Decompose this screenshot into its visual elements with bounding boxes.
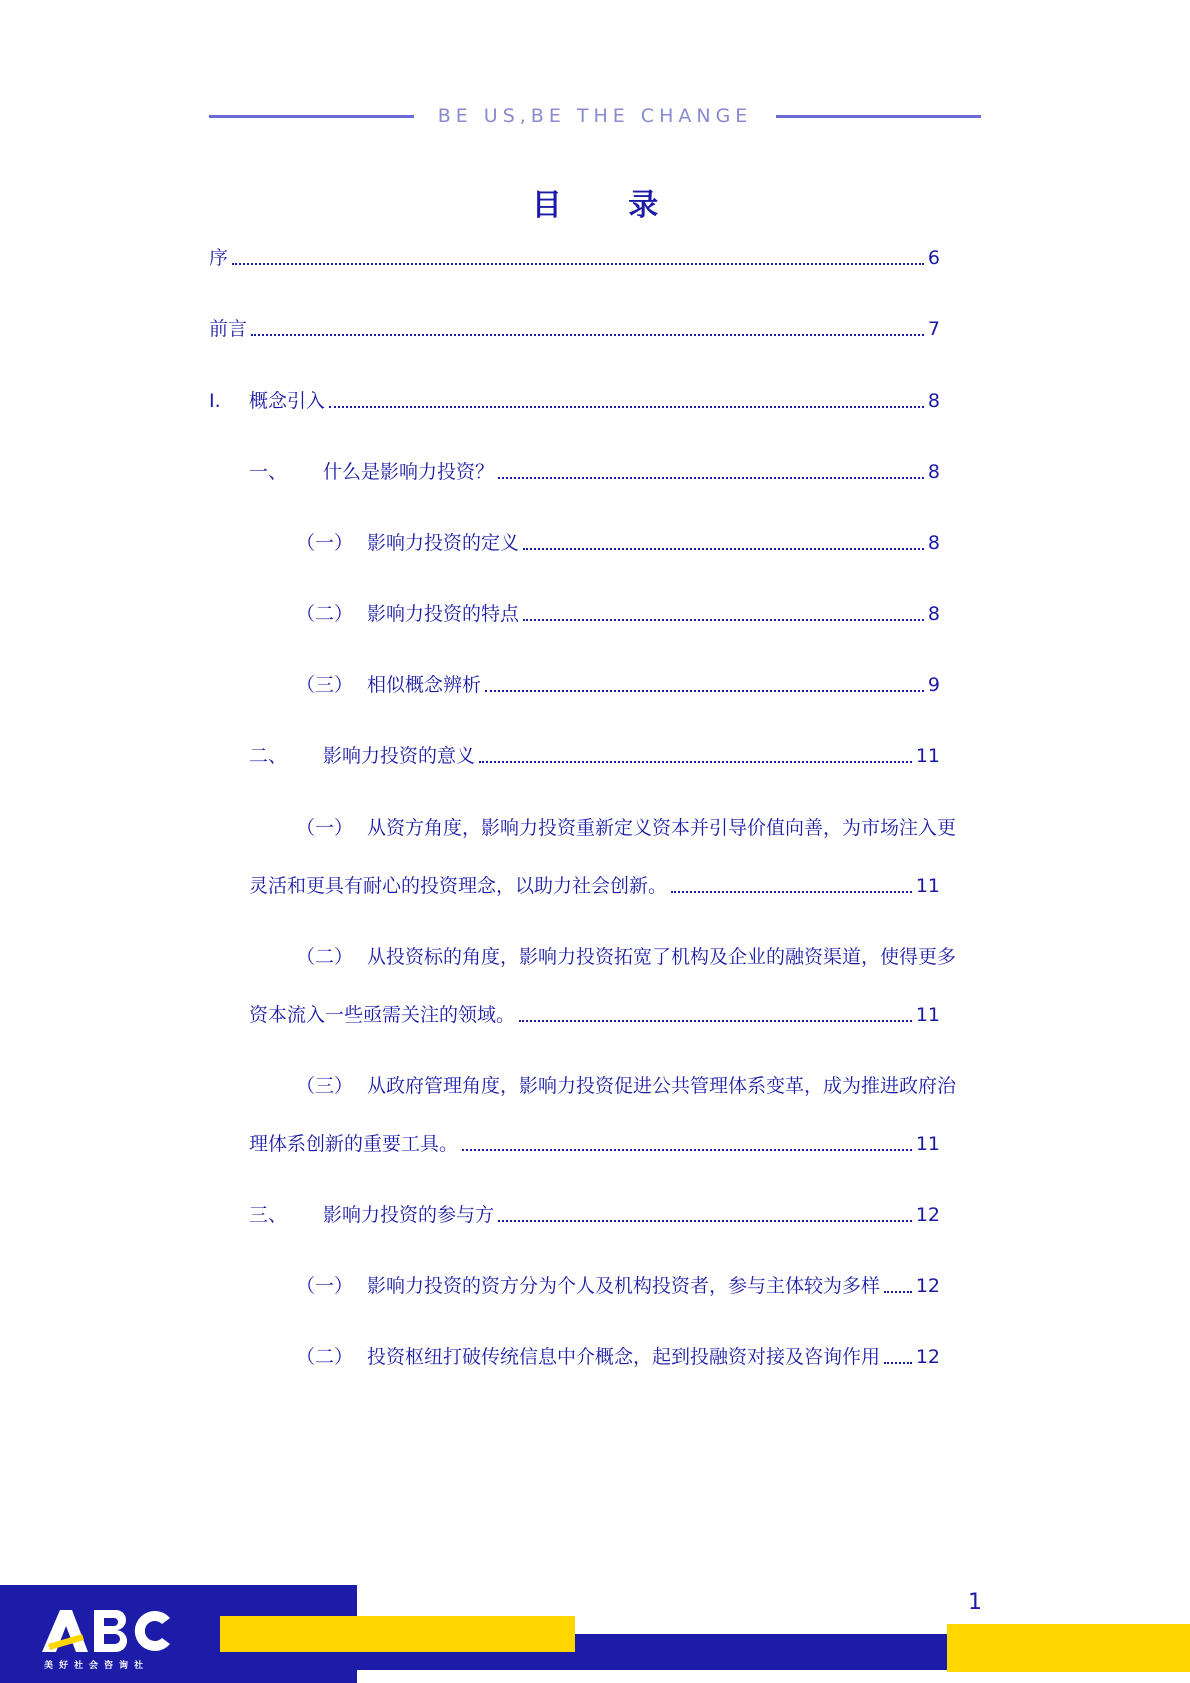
toc-entry[interactable] — [209, 389, 940, 413]
page-header — [209, 104, 981, 128]
toc-entry-page: 8 — [927, 461, 940, 483]
toc-entry-label-cont: 理体系创新的重要工具。 — [249, 1133, 459, 1155]
toc-entry[interactable] — [209, 246, 940, 270]
toc-leader — [884, 1291, 912, 1293]
page-number: 1 — [968, 1590, 982, 1615]
toc-leader — [498, 1220, 912, 1222]
toc-entry[interactable] — [209, 317, 940, 341]
toc-entry-label: 从投资标的角度，影响力投资拓宽了机构及企业的融资渠道，使得更多 — [367, 946, 957, 968]
toc-entry-label: 前言 — [209, 318, 248, 340]
toc-entry-label-cont: 灵活和更具有耐心的投资理念，以助力社会创新。 — [249, 875, 668, 897]
logo-icon — [38, 1604, 178, 1658]
toc-leader — [462, 1149, 912, 1151]
toc-entry-first-line[interactable] — [296, 945, 956, 969]
toc-leader — [523, 619, 924, 621]
toc-entry-number: （三） — [296, 1075, 354, 1097]
toc-entry-label: 影响力投资的定义 — [367, 532, 520, 554]
toc-entry-page: 12 — [915, 1275, 940, 1297]
toc-leader — [329, 406, 924, 408]
toc-entry-label: 概念引入 — [249, 390, 326, 412]
toc-leader — [251, 334, 924, 336]
toc-entry-number: 三、 — [249, 1204, 288, 1226]
toc-entry[interactable] — [296, 673, 940, 697]
toc-entry-number: （二） — [296, 946, 354, 968]
toc-entry-label: 影响力投资的特点 — [367, 603, 520, 625]
toc-entry-number: （一） — [296, 532, 354, 554]
toc-entry[interactable] — [296, 1345, 940, 1369]
toc-entry-number: （二） — [296, 1346, 354, 1368]
toc-entry[interactable] — [296, 602, 940, 626]
toc-entry-page: 12 — [915, 1204, 940, 1226]
toc-entry-page: 11 — [915, 1133, 940, 1155]
toc-entry-page: 8 — [927, 603, 940, 625]
footer-yellow-block — [947, 1624, 1190, 1672]
toc-leader — [671, 891, 912, 893]
toc-leader — [884, 1362, 912, 1364]
toc-entry-label: 从政府管理角度，影响力投资促进公共管理体系变革，成为推进政府治 — [367, 1075, 957, 1097]
toc-leader — [232, 263, 924, 265]
toc-entry-number: （二） — [296, 603, 354, 625]
toc-entry-number: （一） — [296, 817, 354, 839]
toc-entry-page: 8 — [927, 532, 940, 554]
header-line-right — [776, 115, 981, 118]
toc-entry-first-line[interactable] — [296, 1074, 956, 1098]
toc-entry[interactable] — [249, 1132, 940, 1156]
toc-entry-label-cont: 资本流入一些亟需关注的领域。 — [249, 1004, 516, 1026]
page-title: 目 录 — [531, 188, 687, 223]
toc-entry-number: 二、 — [249, 745, 288, 767]
toc-entry-first-line[interactable] — [296, 816, 956, 840]
toc-entry-label: 影响力投资的意义 — [323, 745, 476, 767]
toc-leader — [498, 477, 924, 479]
toc-entry-label: 影响力投资的参与方 — [323, 1204, 495, 1226]
toc-entry-page: 9 — [927, 674, 940, 696]
toc-entry-page: 12 — [915, 1346, 940, 1368]
toc-entry[interactable] — [249, 460, 940, 484]
toc-entry-page: 11 — [915, 875, 940, 897]
toc-leader — [523, 548, 924, 550]
toc-entry-page: 7 — [927, 318, 940, 340]
footer-yellow-bar — [220, 1616, 575, 1652]
toc-leader — [479, 761, 912, 763]
toc-entry-number: （一） — [296, 1275, 354, 1297]
toc-leader — [519, 1020, 912, 1022]
header-line-left — [209, 115, 414, 118]
toc-entry[interactable] — [249, 1203, 940, 1227]
toc-entry-label: 影响力投资的资方分为个人及机构投资者，参与主体较为多样 — [367, 1275, 881, 1297]
toc-entry[interactable] — [296, 1274, 940, 1298]
toc-entry-label: 什么是影响力投资？ — [323, 461, 495, 483]
toc-entry-label: 相似概念辨析 — [367, 674, 482, 696]
toc-entry-page: 11 — [915, 1004, 940, 1026]
toc-entry[interactable] — [249, 874, 940, 898]
toc-entry-number: I. — [209, 390, 221, 412]
toc-entry-number: 一、 — [249, 461, 288, 483]
toc-entry-label: 从资方角度，影响力投资重新定义资本并引导价值向善，为市场注入更 — [367, 817, 957, 839]
toc-entry-number: （三） — [296, 674, 354, 696]
toc-entry[interactable] — [249, 744, 940, 768]
toc-entry-label: 序 — [209, 247, 229, 269]
toc-leader — [485, 690, 924, 692]
toc-entry-label: 投资枢纽打破传统信息中介概念，起到投融资对接及咨询作用 — [367, 1346, 881, 1368]
toc-entry-page: 8 — [927, 390, 940, 412]
toc-entry[interactable] — [249, 1003, 940, 1027]
toc-entry-page: 6 — [927, 247, 940, 269]
header-slogan: BE US,BE THE CHANGE — [437, 105, 753, 127]
logo-subtitle: 美好社会咨询社 — [44, 1661, 150, 1671]
toc-entry-page: 11 — [915, 745, 940, 767]
toc-entry[interactable] — [296, 531, 940, 555]
